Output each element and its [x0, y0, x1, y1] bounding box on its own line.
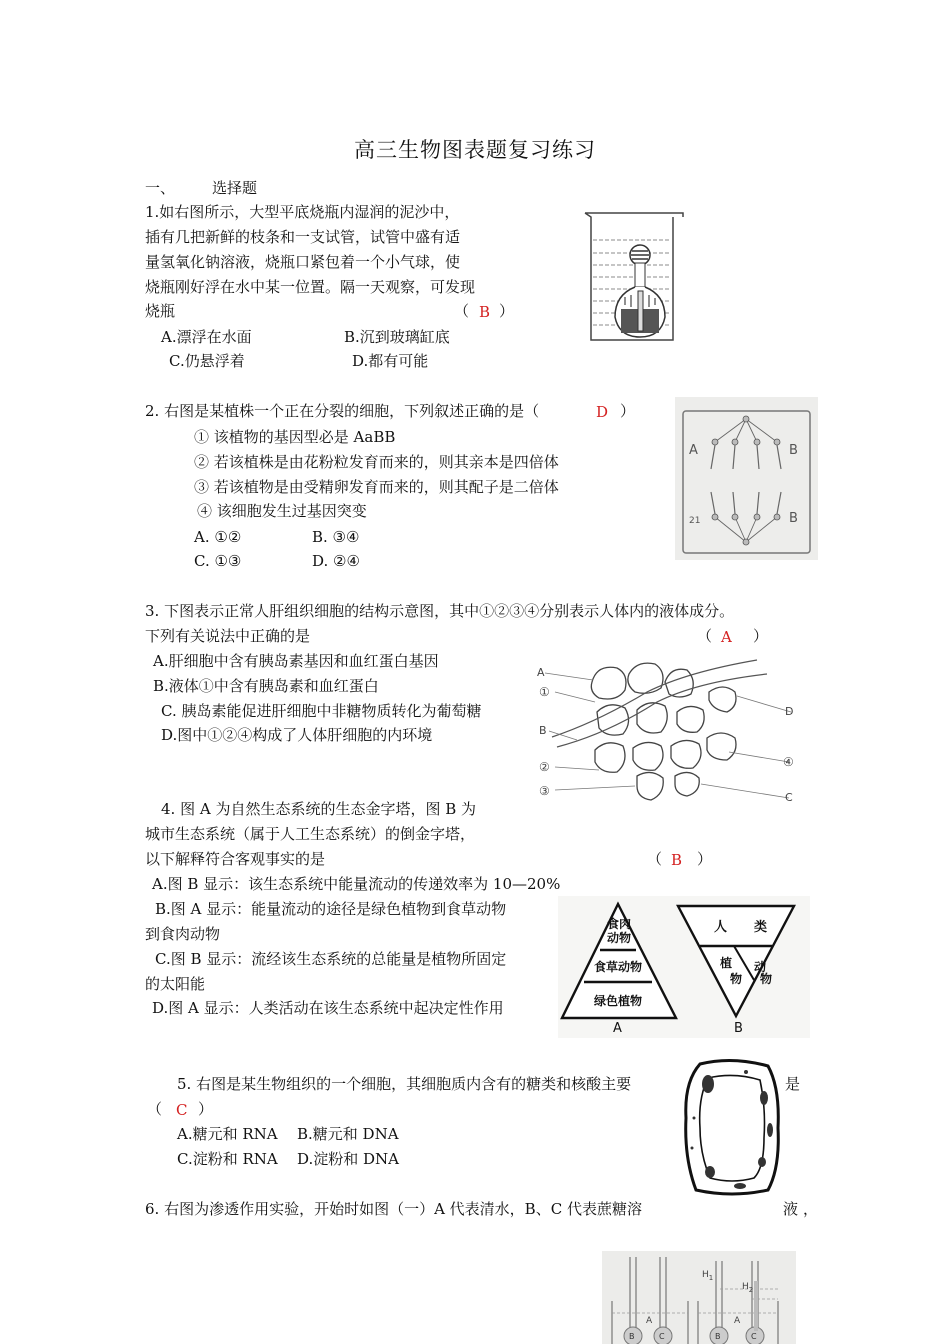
q6-figure-osmosis	[602, 1251, 796, 1344]
q4-option-d: D.图 A 显示：人类活动在该生态系统中起决定性作用	[152, 999, 504, 1017]
q4-line-3: 以下解释符合客观事实的是	[145, 850, 326, 868]
q3-fig-label-1: ①	[539, 685, 550, 699]
q1-line-3: 量氢氧化钠溶液，烧瓶口紧包着一个小气球，使	[145, 253, 461, 271]
pyramid-b-caption: B	[734, 1021, 743, 1036]
q6-stem-comma: ，	[803, 1200, 819, 1218]
q4-option-b-line-2: 到食肉动物	[145, 925, 221, 943]
q1-option-d: D.都有可能	[352, 352, 429, 370]
q1-answer: B	[479, 303, 491, 321]
q3-fig-label-4: ④	[783, 755, 794, 769]
q3-figure-liver	[537, 652, 799, 810]
q2-option-d: D. ②④	[312, 552, 360, 570]
q5-figure-cell	[680, 1058, 785, 1198]
pyramid-b-top-right: 类	[754, 920, 768, 935]
pyramid-b-left-2: 物	[730, 972, 743, 986]
pyramid-a-bottom-label: 绿色植物	[594, 994, 643, 1008]
q4-line-2: 城市生态系统（属于人工生态系统）的倒金字塔，	[145, 825, 476, 843]
q6-fig-label-h1	[702, 1265, 713, 1288]
q2-fig-label-a-bottom: 21	[689, 516, 701, 526]
q6-fig-label-b2: B	[715, 1332, 721, 1341]
q4-paren-close: ）	[697, 850, 713, 868]
q1-option-a: A.漂浮在水面	[161, 328, 252, 346]
q3-paren-close: ）	[753, 627, 769, 645]
q2-fig-label-a-top: A	[689, 443, 698, 458]
q5-option-b: B.糖元和 DNA	[297, 1125, 399, 1143]
q6-fig-label-h2	[742, 1277, 753, 1300]
q1-paren-close: ）	[499, 302, 515, 320]
q4-option-b-line-1: B.图 A 显示：能量流动的途径是绿色植物到食草动物	[155, 900, 507, 918]
q1-paren-open: （	[454, 302, 470, 320]
q2-item-3: ③ 若该植物是由受精卵发育而来的，则其配子是二倍体	[194, 478, 559, 496]
q1-figure-flask	[583, 205, 688, 345]
q4-option-a: A.图 B 显示：该生态系统中能量流动的传递效率为 10—20%	[152, 875, 561, 893]
q2-figure-cell	[675, 397, 818, 560]
q5-stem-end: 是	[785, 1075, 801, 1093]
q3-fig-label-b: B	[539, 724, 547, 737]
pyramid-b-left-1: 植	[720, 956, 733, 970]
q6-fig-label-c1: C	[659, 1332, 665, 1341]
q2-option-a: A. ①②	[194, 528, 242, 546]
q3-fig-label-2: ②	[539, 760, 550, 774]
q4-line-1: 4. 图 A 为自然生态系统的生态金字塔，图 B 为	[161, 800, 477, 818]
q5-paren-close: ）	[198, 1100, 214, 1118]
q5-option-d: D.淀粉和 DNA	[297, 1150, 400, 1168]
q2-paren-close: ）	[620, 402, 636, 420]
q6-stem-end: 液	[783, 1200, 799, 1218]
q3-answer: A	[721, 628, 732, 646]
q2-answer: D	[596, 403, 609, 421]
q3-option-c: C. 胰岛素能促进肝细胞中非糖物质转化为葡萄糖	[161, 702, 482, 720]
pyramid-b-right-1: 动	[754, 960, 767, 974]
page-title: 高三生物图表题复习练习	[354, 138, 596, 162]
q4-answer: B	[671, 851, 683, 869]
q1-line-5: 烧瓶	[145, 302, 176, 320]
q2-item-1: ① 该植物的基因型必是 AaBB	[194, 428, 396, 446]
q2-fig-label-b-bottom: B	[789, 511, 798, 526]
q2-item-2: ② 若该植株是由花粉粒发育而来的，则其亲本是四倍体	[194, 453, 559, 471]
pyramid-a-caption: A	[613, 1021, 622, 1036]
h1-letter: H	[702, 1270, 709, 1280]
q2-option-b: B. ③④	[312, 528, 360, 546]
q1-option-b: B.沉到玻璃缸底	[344, 328, 450, 346]
q6-fig-label-b1: B	[629, 1332, 635, 1341]
q5-option-c: C.淀粉和 RNA	[177, 1150, 278, 1168]
h2-subscript: 2	[748, 1285, 754, 1294]
q2-stem: 2. 右图是某植株一个正在分裂的细胞，下列叙述正确的是（	[145, 402, 540, 420]
q6-fig-label-c2: C	[751, 1332, 757, 1341]
q1-line-4: 烧瓶刚好浮在水中某一位置。隔一天观察，可发现	[145, 278, 476, 296]
q6-stem: 6. 右图为渗透作用实验，开始时如图（一）A 代表清水，B、C 代表蔗糖溶	[145, 1200, 642, 1218]
q2-option-c: C. ①③	[194, 552, 242, 570]
q3-option-b: B.液体①中含有胰岛素和血红蛋白	[153, 677, 379, 695]
q2-fig-label-b-top: B	[789, 443, 798, 458]
q3-fig-label-d: D	[785, 705, 794, 718]
pyramid-b-top-left: 人	[714, 920, 728, 935]
q6-fig-label-a1: A	[646, 1316, 653, 1326]
q3-fig-label-c: C	[785, 791, 793, 804]
section-label: 选择题	[212, 179, 258, 197]
q3-fig-label-3: ③	[539, 784, 550, 798]
q3-paren-open: （	[697, 627, 713, 645]
q3-fig-label-a: A	[537, 666, 545, 679]
pyramid-a-mid-label: 食草动物	[594, 960, 643, 974]
q3-stem-2: 下列有关说法中正确的是	[145, 627, 311, 645]
q1-option-c: C.仍悬浮着	[169, 352, 245, 370]
q1-line-1: 1.如右图所示，大型平底烧瓶内湿润的泥沙中，	[145, 203, 460, 221]
q4-option-c-line-1: C.图 B 显示：流经该生态系统的总能量是植物所固定	[155, 950, 507, 968]
q3-option-a: A.肝细胞中含有胰岛素基因和血红蛋白基因	[153, 652, 439, 670]
q3-option-d: D.图中①②④构成了人体肝细胞的内环境	[161, 726, 433, 744]
q6-fig-label-a2: A	[734, 1316, 741, 1326]
pyramid-a-top-label-1: 食肉	[607, 917, 632, 931]
q3-stem: 3. 下图表示正常人肝组织细胞的结构示意图，其中①②③④分别表示人体内的液体成分。	[145, 602, 735, 620]
q4-figure-pyramids	[558, 896, 810, 1038]
pyramid-b-right-2: 物	[760, 972, 773, 986]
q5-answer: C	[176, 1101, 188, 1119]
q2-item-4: ④ 该细胞发生过基因突变	[197, 502, 367, 520]
h1-subscript: 1	[708, 1273, 714, 1282]
q1-line-2: 插有几把新鲜的枝条和一支试管，试管中盛有适	[145, 228, 461, 246]
pyramid-a-top-label-2: 动物	[607, 931, 632, 945]
h2-letter: H	[742, 1282, 749, 1292]
q5-paren-open: （	[147, 1100, 163, 1118]
q4-paren-open: （	[647, 850, 663, 868]
q4-option-c-line-2: 的太阳能	[145, 975, 206, 993]
q5-option-a: A.糖元和 RNA	[177, 1125, 278, 1143]
section-number: 一、	[145, 179, 176, 197]
q5-stem: 5. 右图是某生物组织的一个细胞，其细胞质内含有的糖类和核酸主要	[177, 1075, 632, 1093]
